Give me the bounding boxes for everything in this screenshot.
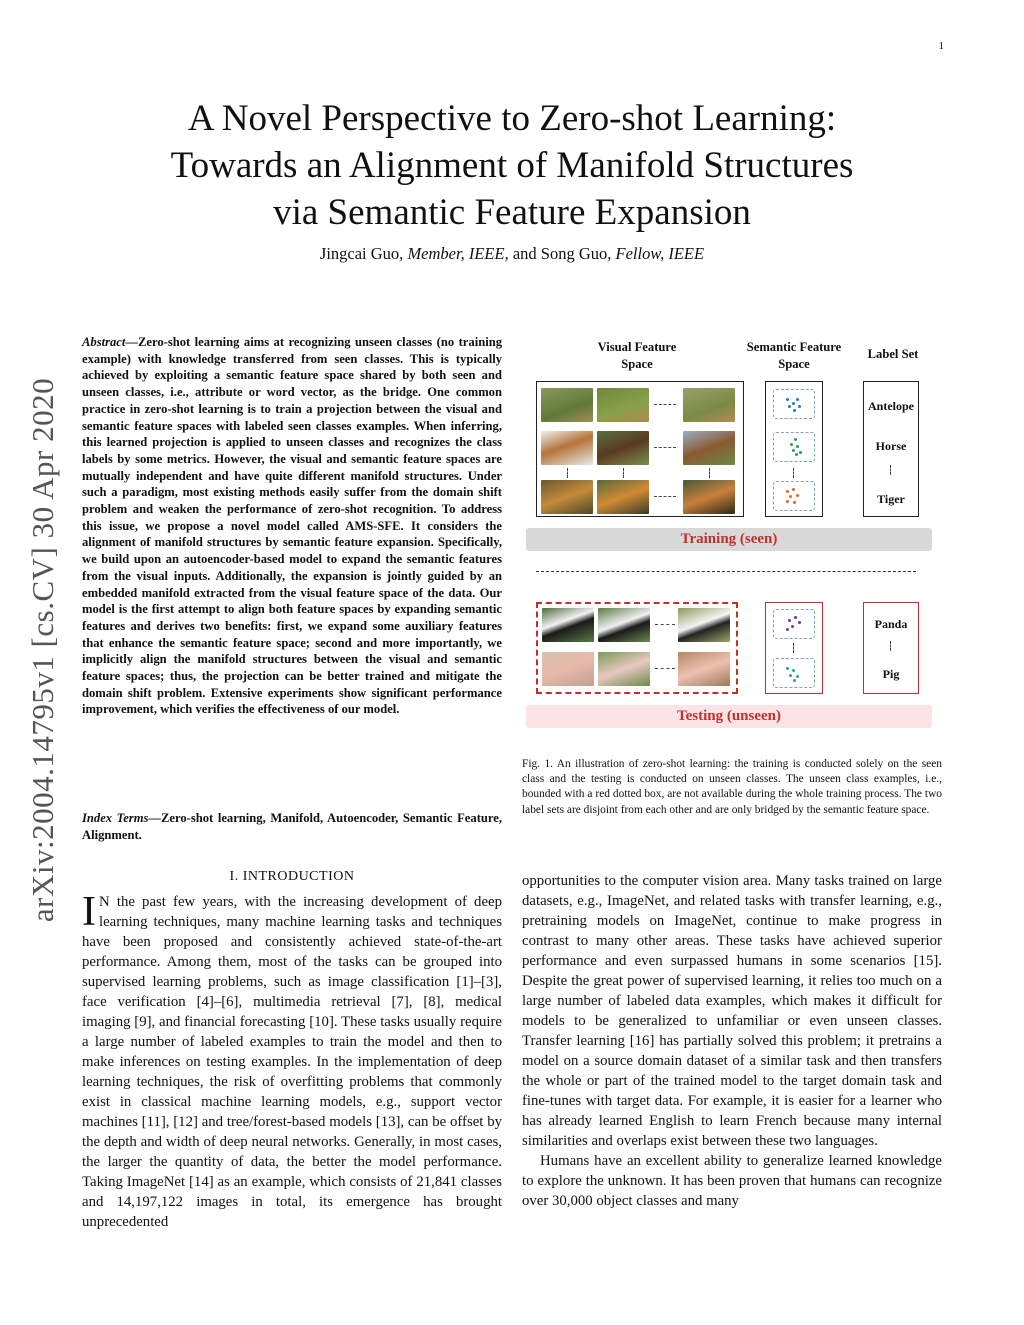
index-terms-label: Index Terms xyxy=(82,811,149,825)
header-semantic-feature-space: Semantic Feature Space xyxy=(746,340,842,371)
ellipsis-dash xyxy=(709,468,710,478)
unseen-class-red-box xyxy=(536,602,738,694)
ellipsis-dash xyxy=(567,468,568,478)
figure-1-caption: Fig. 1. An illustration of zero-shot learning: the training is conducted solely on the seen class and the testing is conducted on unseen classes. The unseen class examples, i.e., bounded with a red dotted box, are not available during the whole training process. The two label sets are disjoint from each other and are only bridged by the semantic feature space. xyxy=(522,758,942,816)
intro-right-column xyxy=(522,871,942,1211)
antelope-image-3 xyxy=(683,388,735,422)
ellipsis-dash xyxy=(890,465,891,475)
ellipsis-dash xyxy=(890,641,891,651)
training-banner: Training (seen) xyxy=(526,528,932,551)
tiger-semantic-cluster xyxy=(773,481,815,511)
ellipsis-dash xyxy=(655,624,675,625)
title-line-1: A Novel Perspective to Zero-shot Learning: xyxy=(187,98,837,139)
author-1-name: Jingcai Guo, xyxy=(319,244,404,263)
train-test-separator xyxy=(536,571,916,572)
panda-image-2 xyxy=(598,608,650,642)
page-number: 1 xyxy=(938,40,944,52)
index-terms xyxy=(82,810,502,843)
author-2-role: Fellow, IEEE xyxy=(615,244,705,263)
label-horse: Horse xyxy=(875,439,907,453)
ellipsis-dash xyxy=(654,447,676,448)
ellipsis-dash xyxy=(654,496,676,497)
training-label-box xyxy=(863,381,919,517)
section-heading-introduction: I. INTRODUCTION xyxy=(229,869,355,884)
antelope-semantic-cluster xyxy=(773,389,815,419)
testing-semantic-box xyxy=(765,602,823,694)
authors xyxy=(80,244,944,264)
tiger-image-1 xyxy=(541,480,593,514)
intro-paragraph-1-cont: opportunities to the computer vision area. Many tasks trained on large datasets, e.g., ImageNet, and related tasks with transfer learning, e.g., pretraining models on ImageNet, continue to make progress in contrast to many other areas. These tasks have achieved superior performance and even surpassed humans in some scenarios [15]. Despite the great power of supervised learning, it relies too much on a large number of labeled data examples, which makes it difficult for models to be generalized to unfamiliar or even unseen classes. Transfer learning [16] has partially solved this problem; it pretrains a model on a source domain dataset of a similar task and then transfers the whole or part of the trained model to the target domain task and fine-tunes with target data. For example, it is easier for a learner who has already learned English to learn French because many internal similarities and overlaps exist between these two languages. xyxy=(522,873,942,1149)
ellipsis-dash xyxy=(654,404,676,405)
ellipsis-dash xyxy=(655,668,675,669)
abstract xyxy=(82,334,502,718)
intro-paragraph-1: N the past few years, with the increasing development of deep learning techniques, many machine learning tasks and techniques have been proposed and consistently achieved state-of-the-art performance. Among them, most of the tasks can be grouped into supervised learning problems, such as image classification [1]–[3], face verification [4]–[6], multimedia retrieval [7], [8], medical imaging [9], and financial forecasting [10]. These tasks usually require a large number of labeled examples to train the model and then to make inferences on testing examples. In the implementation of deep learning techniques, the risk of overfitting problems that commonly exist in classical machine learning models, e.g., support vector machines [11], [12] and tree/forest-based models [13], can be offset by the depth and width of deep neural networks. Generally, in most cases, the larger the quantity of data, the better the model performance. Taking ImageNet [14] as an example, which consists of 21,841 classes and 14,197,122 images in total, its emergence has brought unprecedented xyxy=(82,894,502,1230)
testing-banner: Testing (unseen) xyxy=(526,705,932,728)
author-1-role: Member, IEEE, xyxy=(407,244,509,263)
label-tiger: Tiger xyxy=(877,492,905,506)
tiger-image-2 xyxy=(597,480,649,514)
author-2-name: and Song Guo, xyxy=(512,244,612,263)
intro-left-column xyxy=(82,889,502,1232)
panda-image-3 xyxy=(678,608,730,642)
horse-image-3 xyxy=(683,431,735,465)
training-visual-box xyxy=(536,381,744,517)
label-panda: Panda xyxy=(874,617,908,631)
tiger-image-3 xyxy=(683,480,735,514)
abstract-text: —Zero-shot learning aims at recognizing unseen classes (no training example) with knowledge transferred from seen classes. This is typically achieved by exploiting a semantic feature space shared by both seen and unseen classes, i.e., attribute or word vector, as the bridge. One common practice in zero-shot learning is to train a projection between the visual and semantic feature spaces with labeled seen classes examples. When inferring, this learned projection is applied to unseen classes and recognizes the class labels by some metrics. However, the visual and semantic feature spaces are mutually independent and have quite different manifold structures. Under such a paradigm, most existing methods easily suffer from the domain shift problem and weaken the performance of zero-shot recognition. To address this issue, we propose a novel model called AMS-SFE. It considers the alignment of manifold structures by semantic feature expansion. Specifically, we build upon an autoencoder-based model to expand the semantic features from the visual inputs. Additionally, the expansion is jointly guided by an embedded manifold extracted from the visual feature space of the data. Our model is the first attempt to align both feature spaces by expanding semantic features and derives two benefits: first, we expand some auxiliary features that enhance the semantic feature space; second and more importantly, we implicitly align the manifold structures between the visual and semantic feature spaces; thus, the projection can be better trained and mitigate the domain shift problem. Extensive experiments show significant performance improvement, which verifies the effectiveness of our model. xyxy=(82,335,502,717)
pig-semantic-cluster xyxy=(773,658,815,688)
index-terms-text: —Zero-shot learning, Manifold, Autoencoder, Semantic Feature, Alignment. xyxy=(82,811,502,842)
ellipsis-dash xyxy=(623,468,624,478)
panda-semantic-cluster xyxy=(773,609,815,639)
horse-image-1 xyxy=(541,431,593,465)
abstract-label: Abstract xyxy=(82,335,126,349)
label-pig: Pig xyxy=(882,667,900,681)
training-semantic-box xyxy=(765,381,823,517)
arxiv-id: arXiv:2004.14795v1 [cs.CV] 30 Apr 2020 xyxy=(25,377,60,923)
title-line-2: Towards an Alignment of Manifold Structures xyxy=(170,145,854,186)
panda-image-1 xyxy=(542,608,594,642)
testing-label-box xyxy=(863,602,919,694)
ellipsis-dash xyxy=(793,643,794,653)
ellipsis-dash xyxy=(793,468,794,478)
header-visual-feature-space: Visual Feature Space xyxy=(597,340,677,371)
arxiv-stamp xyxy=(13,350,73,950)
paper-title xyxy=(80,95,944,236)
antelope-image-1 xyxy=(541,388,593,422)
figure-1 xyxy=(522,334,942,734)
pig-image-1 xyxy=(542,652,594,686)
title-line-3: via Semantic Feature Expansion xyxy=(273,192,751,233)
label-antelope: Antelope xyxy=(868,399,914,413)
antelope-image-2 xyxy=(597,388,649,422)
header-label-set: Label Set xyxy=(867,347,919,361)
pig-image-2 xyxy=(598,652,650,686)
intro-paragraph-2: Humans have an excellent ability to generalize learned knowledge to explore the unknown. It has been proven that humans can recognize over 30,000 object classes and many xyxy=(522,1153,942,1209)
horse-semantic-cluster xyxy=(773,432,815,462)
drop-cap: I xyxy=(82,889,96,935)
horse-image-2 xyxy=(597,431,649,465)
pig-image-3 xyxy=(678,652,730,686)
